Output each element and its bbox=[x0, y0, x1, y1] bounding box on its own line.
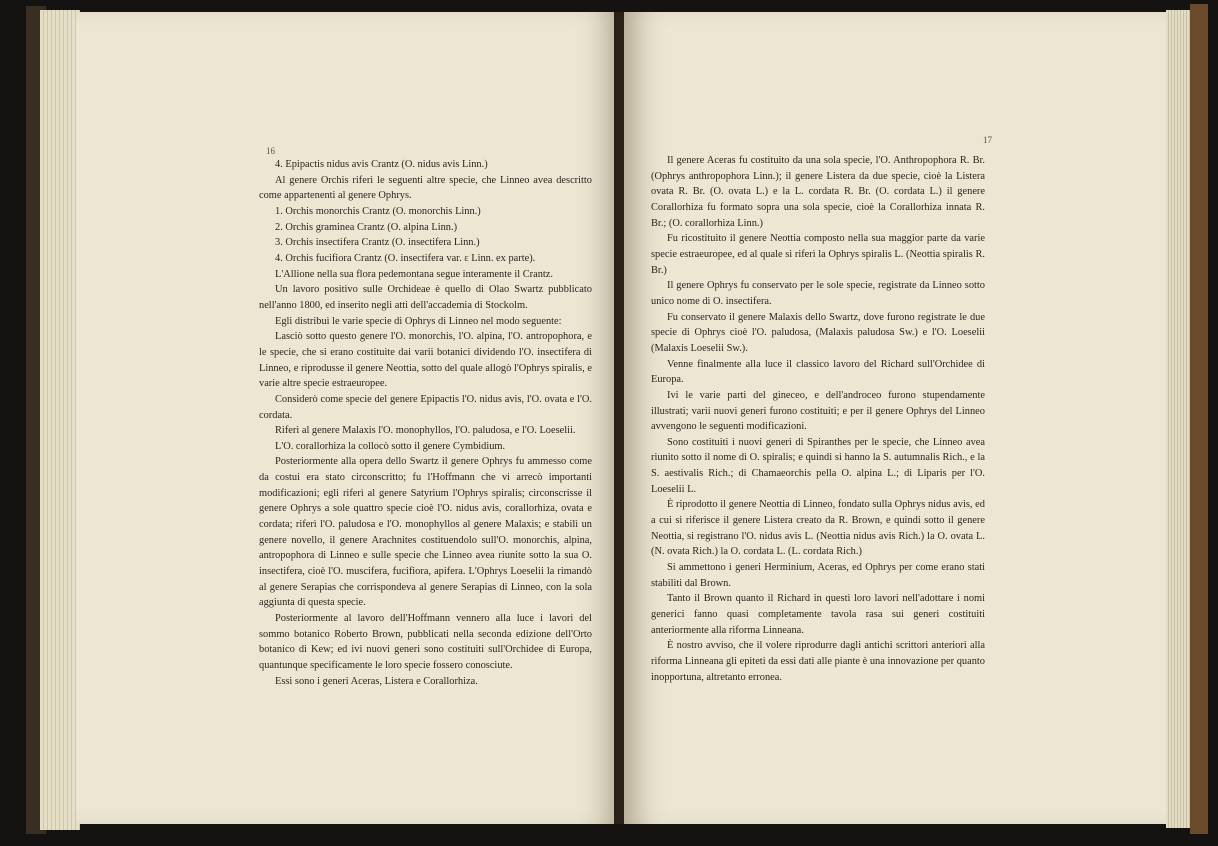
left-page-number: 16 bbox=[266, 146, 275, 156]
right-paragraph: Venne finalmente alla luce il classico lavoro del Richard sull'Orchidee di Europa. bbox=[651, 358, 985, 386]
left-paragraph: Essi sono i generi Aceras, Listera e Corallorhiza. bbox=[275, 675, 478, 687]
right-page-number: 17 bbox=[983, 135, 992, 145]
page-edges-left bbox=[40, 10, 80, 830]
right-page-text bbox=[651, 153, 985, 685]
right-paragraph: Il genere Aceras fu costituito da una sola specie, l'O. Anthropophora R. Br. (Ophrys anthropophora Linn.); il genere Listera da due specie, cioè la Listera ovata R. Br. (O. ovata L.) e la L. cordata R. Br. (O. cordata L.) il genere Corallorhiza fu formato sopra una sola specie, cioè la Corallorhiza innata R. Br.; (O. corallorhiza Linn.) bbox=[651, 155, 985, 229]
left-paragraph: 4. Orchis fucifiora Crantz (O. insectifera var. ε Linn. ex parte). bbox=[275, 252, 536, 264]
left-paragraph: Egli distribuì le varie specie di Ophrys di Linneo nel modo seguente: bbox=[275, 315, 562, 327]
right-paragraph: È riprodotto il genere Neottia di Linneo, fondato sulla Ophrys nidus avis, ed a cui si riferisce il genere Listera creato da R. Brown, e quindi sotto il genere Neottia, si registrano l'O. nidus avis L. (Neottia nidus avis Rich.) la O. ovata L. (N. ovata Rich.) la O. cordata L. (L. cordata Rich.) bbox=[651, 499, 985, 558]
left-paragraph: 3. Orchis insectifera Crantz (O. insectifera Linn.) bbox=[275, 237, 480, 249]
right-paragraph: Tanto il Brown quanto il Richard in questi loro lavori nell'adottare i nomi generici fanno quasi completamente tavola rasa sui generi costituiti anteriormente alla riforma Linneana. bbox=[651, 593, 985, 636]
left-paragraph: 1. Orchis monorchis Crantz (O. monorchis Linn.) bbox=[275, 205, 481, 217]
left-paragraph: Al genere Orchis riferì le seguenti altre specie, che Linneo avea descritto come appartenenti al genere Ophrys. bbox=[259, 174, 592, 202]
right-paragraph: Fu ricostituito il genere Neottia composto nella sua maggior parte da varie specie estraeuropee, ed al quale si riferì la Ophrys spiralis L. (Neottia spiralis R. Br.) bbox=[651, 233, 985, 276]
left-page-text bbox=[259, 157, 592, 689]
left-paragraph: Lasciò sotto questo genere l'O. monorchis, l'O. alpina, l'O. antropophora, e le specie, che si erano costituite dai varii botanici dividendo l'O. insectifera di Linneo, e riprodusse il genere Neottia, sotto del quale allogò l'Ophrys spiralis, e varie altre specie estraeuropee. bbox=[259, 331, 592, 390]
left-paragraph: Un lavoro positivo sulle Orchideae è quello di Olao Swartz pubblicato nell'anno 1800, ed inserito negli atti dell'accademia di Stockolm. bbox=[259, 284, 592, 311]
book-cover-right bbox=[1190, 4, 1208, 834]
right-paragraph: Si ammettono i generi Herminium, Aceras, ed Ophrys per come erano stati stabiliti dal Brown. bbox=[651, 562, 985, 589]
right-paragraph: È nostro avviso, che il volere riprodurre dagli antichi scrittori anteriori alla riforma Linneana gli epiteti da essi dati alle piante è una innovazione per quanto inopportuna, altretanto erronea. bbox=[651, 640, 985, 683]
left-paragraph: Riferì al genere Malaxis l'O. monophyllos, l'O. paludosa, e l'O. Loeselii. bbox=[275, 425, 576, 437]
left-paragraph: L'O. corallorhiza la collocò sotto il genere Cymbidium. bbox=[275, 440, 506, 452]
left-paragraph: 4. Epipactis nidus avis Crantz (O. nidus avis Linn.) bbox=[275, 159, 488, 170]
left-paragraph: Posteriormente al lavoro dell'Hoffmann vennero alla luce i lavori del sommo botanico Roberto Brown, pubblicati nella seconda edizione dell'Orto botanico di Kew; ed ivi nuovi generi sono costituiti sull'Orchidee di Europa, quantunque specificamente le loro specie fossero conosciute. bbox=[259, 613, 592, 671]
left-paragraph: L'Allione nella sua flora pedemontana segue interamente il Crantz. bbox=[275, 268, 553, 280]
right-paragraph: Ivi le varie parti del gineceo, e dell'androceo furono stupendamente illustrati; varii nuovi generi furono costituiti; e per il genere Ophrys del Linneo avvengono le seguenti modificazioni. bbox=[651, 389, 985, 433]
left-paragraph: 2. Orchis graminea Crantz (O. alpina Linn.) bbox=[275, 221, 458, 233]
left-paragraph: Considerò come specie del genere Epipactis l'O. nidus avis, l'O. ovata e l'O. cordata. bbox=[259, 393, 592, 421]
right-paragraph: Il genere Ophrys fu conservato per le sole specie, registrate da Linneo sotto unico nome di O. insectifera. bbox=[651, 280, 985, 307]
right-paragraph: Sono costituiti i nuovi generi di Spiranthes per le specie, che Linneo avea riunito sotto il nome di O. spiralis; e quindi si hanno la S. autumnalis Rich., e la S. aestivalis Rich.; di Chamaeorchis pella O. alpina L.; di Liparis per l'O. Loeselii L. bbox=[651, 436, 985, 495]
left-paragraph: Posteriormente alla opera dello Swartz il genere Ophrys fu ammesso come da costui era stato circonscritto; fu l'Hoffmann che vi arrecò importanti modificazioni; egli riferì al genere Satyrium l'Ophrys spiralis; circonscrisse il genere Ophrys a sole quattro specie cioè l'O. nidus avis, corallorhiza, ovata e cordata; riferì l'O. paludosa e l'O. monophyllos al genere Malaxis; e stabilì un genere novello, il genere Arachnites costituendolo sull'O. monorchis, alpina, antropophora di Linneo e sulle specie che Linneo avea riunite sotto la sua O. insectifera, cioè l'O. muscifera, fucifiora, apifera. L'Ophrys Loeselii la rimandò al genere Serapias che corrispondeva al genere Serapias di Linneo, con la sola aggiunta di questa specie. bbox=[259, 456, 592, 609]
right-paragraph: Fu conservato il genere Malaxis dello Swartz, dove furono registrate le due specie di Ophrys cioè l'O. paludosa, (Malaxis paludosa Sw.) e l'O. Loeselii (Malaxis Loeselii Sw.). bbox=[651, 311, 985, 354]
